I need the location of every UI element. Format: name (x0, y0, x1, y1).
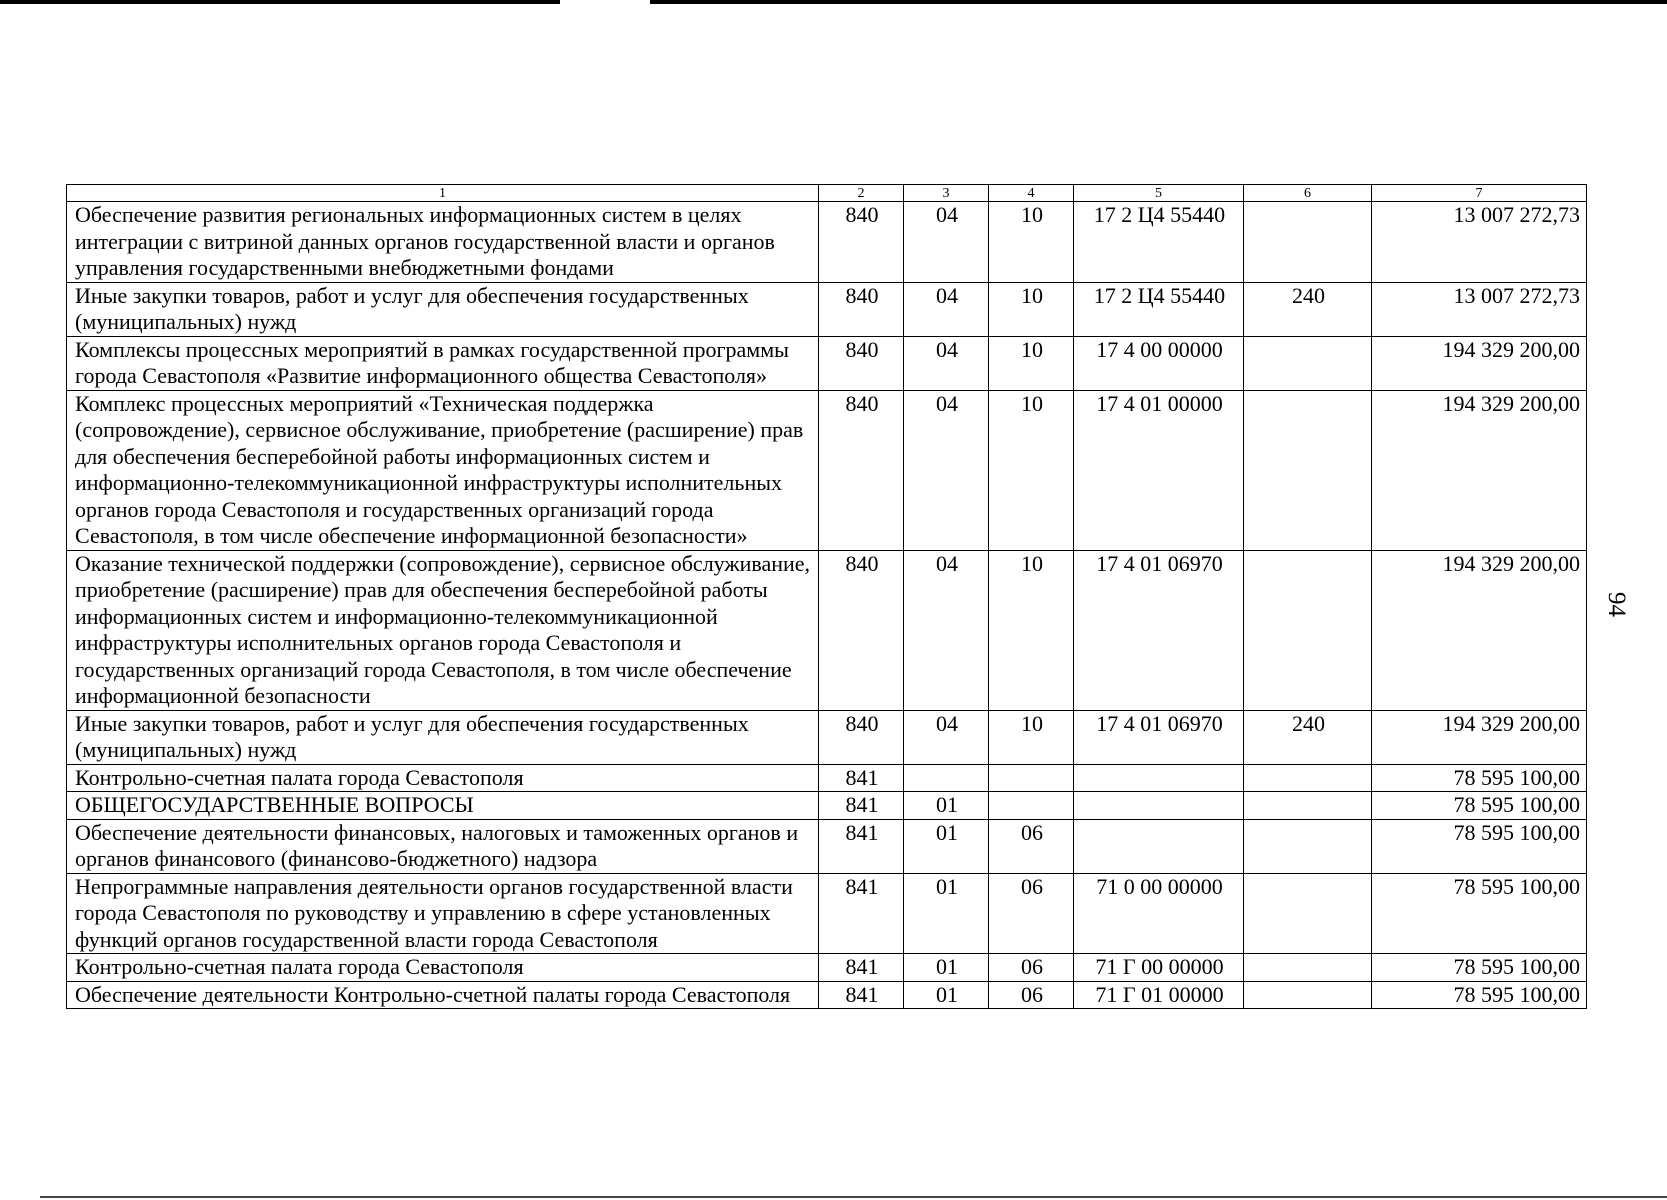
column-header-4: 4 (989, 185, 1074, 202)
budget-table (66, 184, 1587, 1009)
expense-type-code: 240 (1244, 282, 1372, 336)
expense-type-code (1244, 390, 1372, 550)
amount: 78 595 100,00 (1372, 981, 1587, 1009)
target-article-code: 17 4 01 06970 (1074, 550, 1244, 710)
ministry-code: 841 (819, 819, 904, 873)
subsection-code: 10 (989, 710, 1074, 764)
subsection-code: 06 (989, 819, 1074, 873)
ministry-code: 840 (819, 390, 904, 550)
target-article-code: 71 Г 00 00000 (1074, 954, 1244, 982)
column-header-5: 5 (1074, 185, 1244, 202)
amount: 194 329 200,00 (1372, 390, 1587, 550)
row-name: Контрольно-счетная палата города Севастополя (67, 954, 819, 982)
row-name: Оказание технической поддержки (сопровождение), сервисное обслуживание, приобретение (расширение) прав для обеспечения бесперебойной работы информационных систем и информационно-телекоммуникационной инфраструктуры исполнительных органов города Севастополя и государственных организаций города Севастополя, в том числе обеспечение информационной безопасности (67, 550, 819, 710)
amount: 13 007 272,73 (1372, 202, 1587, 283)
table-row (67, 981, 1587, 1009)
ministry-code: 840 (819, 710, 904, 764)
row-name: Комплексы процессных мероприятий в рамках государственной программы города Севастополя «Развитие информационного общества Севастополя» (67, 336, 819, 390)
subsection-code (989, 764, 1074, 792)
row-name: Иные закупки товаров, работ и услуг для обеспечения государственных (муниципальных) нужд (67, 710, 819, 764)
column-header-6: 6 (1244, 185, 1372, 202)
target-article-code: 17 2 Ц4 55440 (1074, 282, 1244, 336)
table-row (67, 710, 1587, 764)
row-name: Обеспечение деятельности финансовых, налоговых и таможенных органов и органов финансового (финансово-бюджетного) надзора (67, 819, 819, 873)
scan-top-border-right (650, 0, 1667, 4)
table-row (67, 336, 1587, 390)
subsection-code (989, 792, 1074, 820)
table-row (67, 819, 1587, 873)
target-article-code: 17 2 Ц4 55440 (1074, 202, 1244, 283)
section-code: 04 (904, 336, 989, 390)
ministry-code: 840 (819, 550, 904, 710)
scan-top-border-left (0, 0, 560, 4)
section-code: 04 (904, 710, 989, 764)
table-row (67, 873, 1587, 954)
subsection-code: 10 (989, 202, 1074, 283)
subsection-code: 10 (989, 550, 1074, 710)
ministry-code: 840 (819, 336, 904, 390)
amount: 13 007 272,73 (1372, 282, 1587, 336)
ministry-code: 841 (819, 873, 904, 954)
expense-type-code (1244, 336, 1372, 390)
expense-type-code (1244, 764, 1372, 792)
subsection-code: 10 (989, 336, 1074, 390)
subsection-code: 10 (989, 282, 1074, 336)
table-row (67, 764, 1587, 792)
target-article-code (1074, 792, 1244, 820)
ministry-code: 841 (819, 954, 904, 982)
table-row (67, 792, 1587, 820)
target-article-code: 17 4 01 06970 (1074, 710, 1244, 764)
expense-type-code (1244, 819, 1372, 873)
scan-bottom-border (40, 1196, 1667, 1198)
amount: 78 595 100,00 (1372, 792, 1587, 820)
target-article-code: 71 Г 01 00000 (1074, 981, 1244, 1009)
section-code: 01 (904, 819, 989, 873)
target-article-code: 17 4 01 00000 (1074, 390, 1244, 550)
section-code: 01 (904, 873, 989, 954)
section-code: 04 (904, 202, 989, 283)
ministry-code: 841 (819, 764, 904, 792)
row-name: Иные закупки товаров, работ и услуг для обеспечения государственных (муниципальных) нужд (67, 282, 819, 336)
subsection-code: 06 (989, 873, 1074, 954)
target-article-code: 17 4 00 00000 (1074, 336, 1244, 390)
amount: 78 595 100,00 (1372, 954, 1587, 982)
amount: 194 329 200,00 (1372, 710, 1587, 764)
amount: 194 329 200,00 (1372, 550, 1587, 710)
amount: 78 595 100,00 (1372, 819, 1587, 873)
row-name: Непрограммные направления деятельности органов государственной власти города Севастополя по руководству и управлению в сфере установленных функций органов государственной власти города Севастополя (67, 873, 819, 954)
expense-type-code: 240 (1244, 710, 1372, 764)
target-article-code (1074, 764, 1244, 792)
ministry-code: 841 (819, 981, 904, 1009)
table-row (67, 202, 1587, 283)
target-article-code: 71 0 00 00000 (1074, 873, 1244, 954)
page-number: 94 (1603, 592, 1630, 617)
table-row (67, 390, 1587, 550)
column-header-2: 2 (819, 185, 904, 202)
section-code: 04 (904, 550, 989, 710)
subsection-code: 06 (989, 954, 1074, 982)
ministry-code: 840 (819, 282, 904, 336)
amount: 78 595 100,00 (1372, 873, 1587, 954)
row-name: Контрольно-счетная палата города Севастополя (67, 764, 819, 792)
ministry-code: 841 (819, 792, 904, 820)
column-number-row (67, 185, 1587, 202)
row-name: ОБЩЕГОСУДАРСТВЕННЫЕ ВОПРОСЫ (67, 792, 819, 820)
expense-type-code (1244, 954, 1372, 982)
column-header-7: 7 (1372, 185, 1587, 202)
ministry-code: 840 (819, 202, 904, 283)
subsection-code: 06 (989, 981, 1074, 1009)
section-code: 04 (904, 282, 989, 336)
row-name: Обеспечение развития региональных информационных систем в целях интеграции с витриной данных органов государственной власти и органов управления государственными внебюджетными фондами (67, 202, 819, 283)
expense-type-code (1244, 792, 1372, 820)
amount: 78 595 100,00 (1372, 764, 1587, 792)
subsection-code: 10 (989, 390, 1074, 550)
row-name: Обеспечение деятельности Контрольно-счетной палаты города Севастополя (67, 981, 819, 1009)
section-code (904, 764, 989, 792)
section-code: 04 (904, 390, 989, 550)
section-code: 01 (904, 954, 989, 982)
section-code: 01 (904, 792, 989, 820)
column-header-1: 1 (67, 185, 819, 202)
expense-type-code (1244, 202, 1372, 283)
table-row (67, 954, 1587, 982)
expense-type-code (1244, 550, 1372, 710)
expense-type-code (1244, 873, 1372, 954)
section-code: 01 (904, 981, 989, 1009)
table-row (67, 282, 1587, 336)
table-row (67, 550, 1587, 710)
row-name: Комплекс процессных мероприятий «Техническая поддержка (сопровождение), сервисное обслуживание, приобретение (расширение) прав для обеспечения бесперебойной работы информационных систем и информационно-телекоммуникационной инфраструктуры исполнительных органов города Севастополя и государственных организаций города Севастополя, в том числе обеспечение информационной безопасности» (67, 390, 819, 550)
amount: 194 329 200,00 (1372, 336, 1587, 390)
expense-type-code (1244, 981, 1372, 1009)
target-article-code (1074, 819, 1244, 873)
column-header-3: 3 (904, 185, 989, 202)
